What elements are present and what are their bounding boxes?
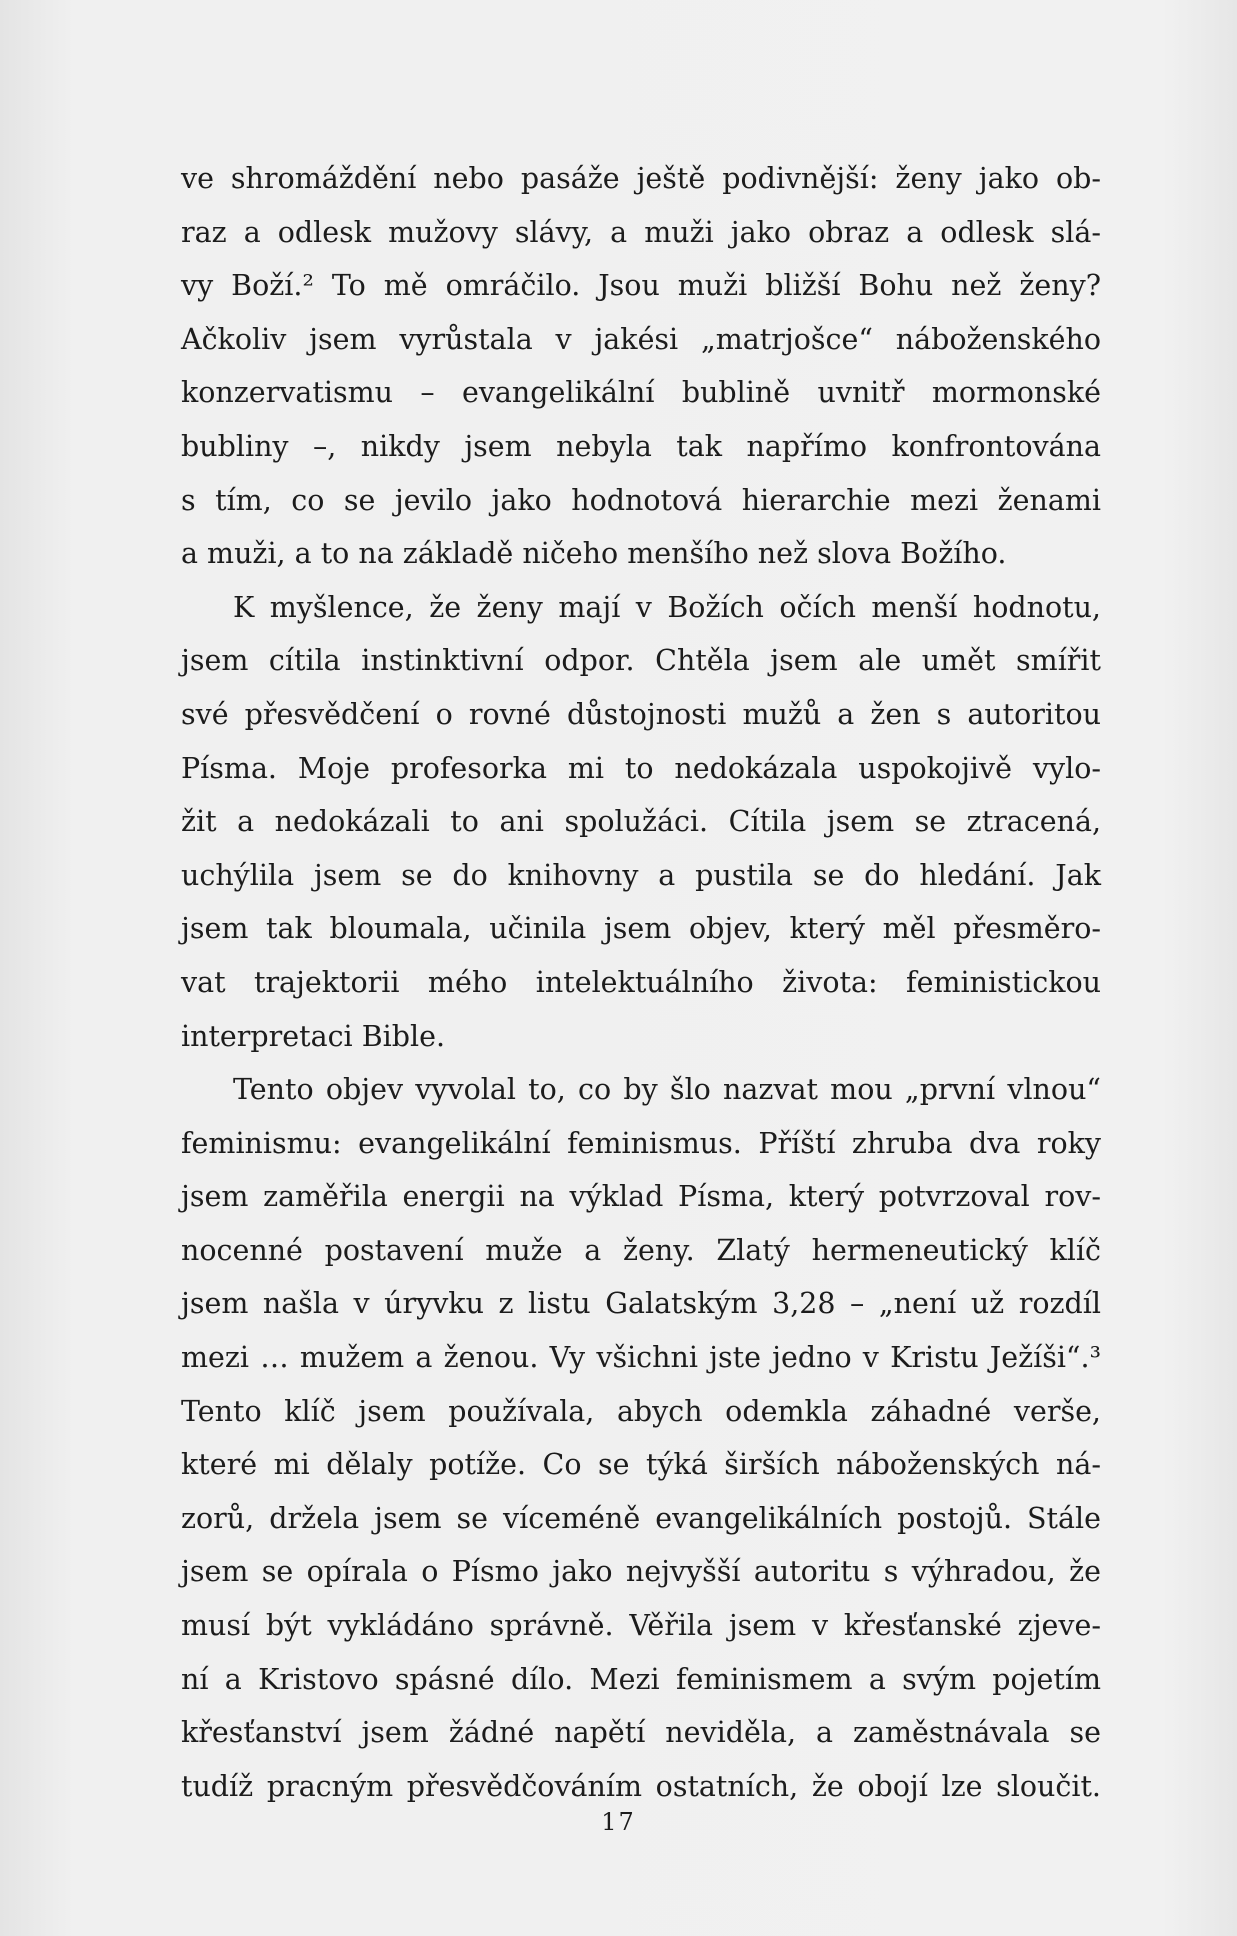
text-line: ní a Kristovo spásné dílo. Mezi feminismem a svým pojetím bbox=[181, 1662, 1101, 1696]
text-line: raz a odlesk mužovy slávy, a muži jako obraz a odlesk slá- bbox=[181, 215, 1101, 249]
text-line: konzervatismu – evangelikální bublině uvnitř mormonské bbox=[181, 376, 1101, 410]
text-line: žit a nedokázali to ani spolužáci. Cítila jsem se ztracená, bbox=[181, 805, 1101, 839]
text-line: mezi … mužem a ženou. Vy všichni jste jedno v Kristu Ježíši“.³ bbox=[181, 1341, 1101, 1375]
text-line: jsem tak bloumala, učinila jsem objev, který měl přesměro- bbox=[181, 912, 1101, 946]
text-line: Ačkoliv jsem vyrůstala v jakési „matrjošce“ náboženského bbox=[181, 322, 1101, 356]
page-number: 17 bbox=[601, 1808, 636, 1836]
text-line: jsem našla v úryvku z listu Galatským 3,28 – „není už rozdíl bbox=[181, 1287, 1101, 1321]
text-line: své přesvědčení o rovné důstojnosti mužů a žen s autoritou bbox=[181, 697, 1101, 731]
paragraph-first-line: K myšlence, že ženy mají v Božích očích menší hodnotu, bbox=[233, 590, 1101, 624]
text-line: feminismu: evangelikální feminismus. Příští zhruba dva roky bbox=[181, 1126, 1101, 1160]
text-line: jsem zaměřila energii na výklad Písma, který potvrzoval rov- bbox=[181, 1180, 1101, 1214]
text-line: jsem se opírala o Písmo jako nejvyšší autoritu s výhradou, že bbox=[181, 1555, 1101, 1589]
text-line: nocenné postavení muže a ženy. Zlatý hermeneutický klíč bbox=[181, 1233, 1101, 1267]
text-line: uchýlila jsem se do knihovny a pustila se do hledání. Jak bbox=[181, 858, 1101, 892]
text-line: jsem cítila instinktivní odpor. Chtěla jsem ale umět smířit bbox=[181, 644, 1101, 678]
text-line: vy Boží.² To mě omráčilo. Jsou muži bližší Bohu než ženy? bbox=[181, 269, 1101, 303]
text-line: s tím, co se jevilo jako hodnotová hierarchie mezi ženami bbox=[181, 483, 1101, 517]
text-line: a muži, a to na základě ničeho menšího než slova Božího. bbox=[181, 537, 1007, 571]
text-line: tudíž pracným přesvědčováním ostatních, že obojí lze sloučit. bbox=[181, 1769, 1101, 1803]
paragraph-first-line: Tento objev vyvolal to, co by šlo nazvat mou „první vlnou“ bbox=[233, 1073, 1101, 1107]
text-line: Tento klíč jsem používala, abych odemkla záhadné verše, bbox=[181, 1394, 1101, 1428]
text-line: vat trajektorii mého intelektuálního života: feministickou bbox=[181, 965, 1101, 999]
text-line: zorů, držela jsem se víceméně evangelikálních postojů. Stále bbox=[181, 1501, 1101, 1535]
body-text bbox=[181, 152, 1101, 1813]
text-line: Písma. Moje profesorka mi to nedokázala uspokojivě vylo- bbox=[181, 751, 1101, 785]
text-line: interpretaci Bible. bbox=[181, 1019, 446, 1053]
text-line: ve shromáždění nebo pasáže ještě podivnější: ženy jako ob- bbox=[181, 162, 1101, 195]
text-line: křesťanství jsem žádné napětí neviděla, a zaměstnávala se bbox=[181, 1716, 1101, 1750]
text-line: které mi dělaly potíže. Co se týká širších náboženských ná- bbox=[181, 1448, 1101, 1482]
text-line: musí být vykládáno správně. Věřila jsem v křesťanské zjeve- bbox=[181, 1609, 1101, 1643]
text-line: bubliny –, nikdy jsem nebyla tak napřímo konfrontována bbox=[181, 429, 1101, 463]
